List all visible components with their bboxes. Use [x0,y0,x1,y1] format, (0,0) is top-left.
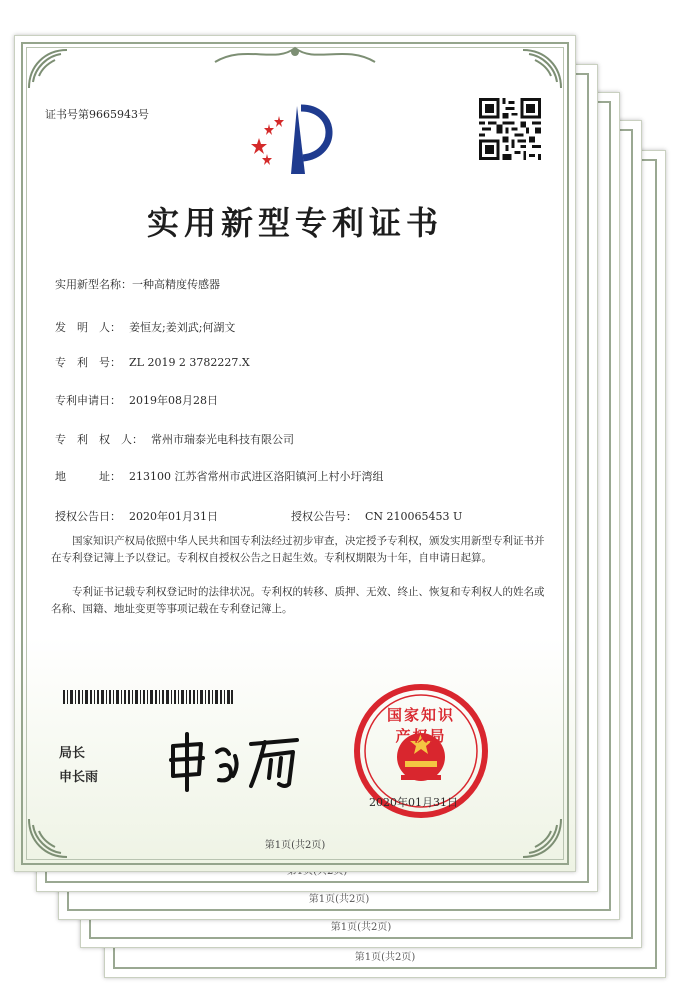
field-inventor [55,319,235,335]
field-label: 专利申请日： [55,394,121,407]
barcode-icon [63,690,233,704]
ornament-corner-icon [25,46,71,92]
certificate-number: 证书号第9665943号 [45,108,149,121]
body-paragraph-2: 专利证书记载专利权登记时的法律状况。专利权的转移、质押、无效、终止、恢复和专利权人的姓名或名称、国籍、地址变更等事项记载在专利登记簿上。 [51,586,545,615]
page-label: 第1页(共2页) [264,840,326,851]
seal-date: 2020年01月31日 [369,796,458,809]
back-sheet-page-label: 第1页(共2页) [330,922,392,933]
director-name: 申长雨 [59,770,99,785]
field-label: 授权公告日： [55,510,121,523]
field-value: 常州市瑞泰光电科技有限公司 [151,433,294,446]
certificate-sheet [14,35,576,872]
field-patent-number [55,354,250,370]
field-label: 发 明 人： [55,321,121,334]
field-patentee [55,431,294,447]
field-value: CN 210065453 U [365,510,463,523]
field-label: 地 址： [55,470,121,483]
field-label: 授权公告号： [291,510,357,523]
seal-text: 国家知识产权局 [386,706,455,745]
back-sheet-page-label: 第1页(共2页) [354,952,416,963]
body-paragraph-1: 国家知识产权局依照中华人民共和国专利法经过初步审查，决定授予专利权，颁发实用新型专利证书并在专利登记簿上予以登记。专利权自授权公告之日起生效。专利权期限为十年，自申请日起算。 [51,535,545,564]
ornament-top-center-icon [205,42,385,68]
field-label: 专 利 权 人： [55,433,143,446]
field-value: 213100 江苏省常州市武进区洛阳镇河上村小圩湾组 [129,470,384,483]
certificate-title: 实用新型专利证书 [146,204,443,242]
field-utility-name [55,276,220,292]
signature-icon [165,726,305,796]
field-filing-date [55,392,218,408]
field-value: ZL 2019 2 3782227.X [129,356,250,369]
cnipa-logo-icon [247,98,347,178]
ornament-corner-icon [519,46,565,92]
field-value: 2019年08月28日 [129,394,218,407]
field-value: 2020年01月31日 [129,510,218,523]
field-address [55,468,384,484]
field-value: 姜恒友;姜刘武;何湖文 [129,321,236,334]
field-grant-number [291,508,462,524]
qr-code-icon [479,98,541,160]
back-sheet-page-label: 第1页(共2页) [308,894,370,905]
field-label: 实用新型名称： [55,278,132,291]
field-grant-date [55,508,218,524]
director-title: 局长 [59,746,86,761]
field-label: 专 利 号： [55,356,121,369]
field-value: 一种高精度传感器 [132,278,220,291]
